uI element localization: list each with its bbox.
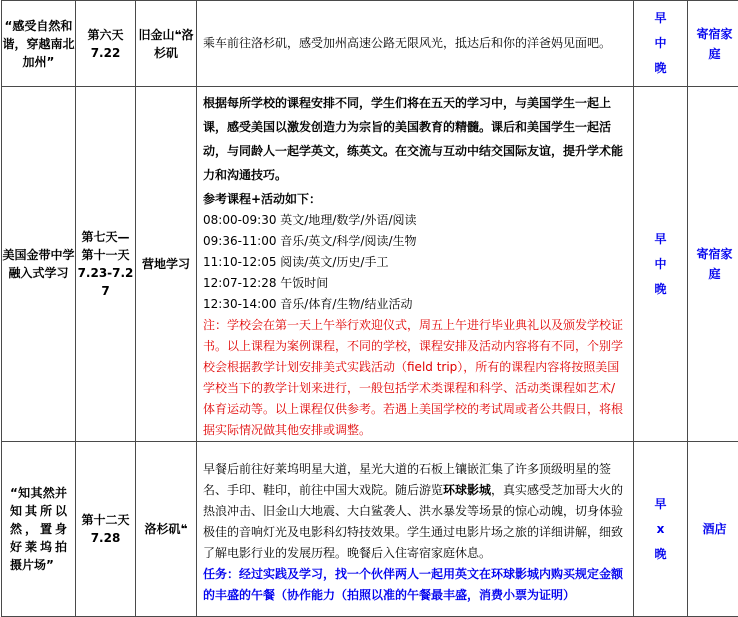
- theme-cell: [2, 442, 76, 617]
- meals-label: 早x晚: [654, 492, 668, 567]
- date-label: 7.22: [76, 44, 135, 62]
- meals-cell: [634, 87, 688, 442]
- city-label: 旧金山❝洛杉矶: [138, 28, 193, 60]
- description-highlight: 环球影城: [443, 483, 491, 497]
- day-label: 第十二天: [76, 511, 135, 529]
- meals-label: 早中晚: [654, 6, 668, 81]
- description-text-pre: 早餐后前往好莱坞明星大道，星光大道的石板上镶嵌汇集了许多顶级明星的签名、手印、鞋印，前往中国大戏院。随后游览: [203, 462, 611, 497]
- note-text: 注：学校会在第一天上午举行欢迎仪式，周五上午进行毕业典礼以及颁发学校证书。以上课程为案例课程，不同的学校，课程安排及活动内容将有不同，个别学校会根据教学计划安排美式实践活动（field trip），所有的课程内容将按照美国学校当下的教学计划来进行，一般包括学术类课程和科学、活动类课程如艺术/体育运动等。以上课程仅供参考。若遇上美国学校的考试周或者公共假日，将根据实际情况做其他安排或调整。: [203, 315, 627, 441]
- city-label: 营地学习: [142, 257, 190, 271]
- itinerary-row-day7-11: [2, 87, 738, 442]
- intro-text: 根据每所学校的课程安排不同，学生们将在五天的学习中，与美国学生一起上课，感受美国以激发创造力为宗旨的美国教育的精髓。课后和美国学生一起活动，与同龄人一起学英文，练英文。在交流与互动中结交国际友谊，提升学术能力和沟通技巧。: [203, 91, 627, 187]
- description-cell: [197, 442, 634, 617]
- accommodation-cell: [688, 87, 738, 442]
- description-cell: [197, 1, 634, 87]
- date-label: 7.28: [76, 529, 135, 547]
- theme-text: “感受自然和谐，穿越南北加州”: [2, 19, 74, 69]
- theme-cell: [2, 1, 76, 87]
- description-cell: [197, 87, 634, 442]
- accommodation-label: 寄宿家庭: [695, 24, 735, 64]
- date-cell: [76, 87, 136, 442]
- schedule-item: 12:30-14:00 音乐/体育/生物/结业活动: [203, 294, 627, 315]
- theme-text: 美国金带中学融入式学习: [2, 248, 74, 280]
- meals-cell: [634, 1, 688, 87]
- city-cell: [136, 1, 197, 87]
- schedule-item: 12:07-12:28 午饭时间: [203, 273, 627, 294]
- date-label: 7.23-7.27: [76, 264, 135, 300]
- city-label: 洛杉矶❝: [144, 522, 187, 536]
- itinerary-row-day6: [2, 1, 738, 87]
- accommodation-label: 酒店: [702, 522, 726, 536]
- city-cell: [136, 87, 197, 442]
- schedule-item: 11:10-12:05 阅读/英文/历史/手工: [203, 252, 627, 273]
- accommodation-cell: [688, 1, 738, 87]
- meals-label: 早中晚: [654, 227, 668, 302]
- itinerary-table: [1, 0, 738, 617]
- schedule-item: 09:36-11:00 音乐/英文/科学/阅读/生物: [203, 231, 627, 252]
- theme-cell: [2, 87, 76, 442]
- accommodation-label: 寄宿家庭: [695, 244, 735, 284]
- schedule-item: 08:00-09:30 英文/地理/数学/外语/阅读: [203, 210, 627, 231]
- theme-text: “知其然并知其所以然，置身好莱坞拍摄片场”: [10, 486, 67, 572]
- day-label: 第六天: [76, 26, 135, 44]
- meals-cell: [634, 442, 688, 617]
- itinerary-row-day12: [2, 442, 738, 617]
- description-text-post: ，真实感受芝加哥大火的热浪冲击、旧金山大地震、大白鲨袭人、洪水暴发等场景的惊心动魄，切身体验极佳的音响灯光及电影科幻特技效果。学生通过电影片场之旅的详细讲解，细致了解电影行业的发展历程。晚餐后入住寄宿家庭休息。: [203, 483, 623, 560]
- date-cell: [76, 442, 136, 617]
- task-text: 任务：经过实践及学习，找一个伙伴两人一起用英文在环球影城内购买规定金额的丰盛的午餐（协作能力（拍照以准的午餐最丰盛，消费小票为证明）: [203, 564, 627, 606]
- date-cell: [76, 1, 136, 87]
- accommodation-cell: [688, 442, 738, 617]
- day-label: 第七天—第十一天: [76, 228, 135, 264]
- description-text: 乘车前往洛杉矶，感受加州高速公路无限风光，抵达后和你的洋爸妈见面吧。: [203, 36, 611, 50]
- city-cell: [136, 442, 197, 617]
- schedule-title: 参考课程+活动如下：: [203, 189, 627, 210]
